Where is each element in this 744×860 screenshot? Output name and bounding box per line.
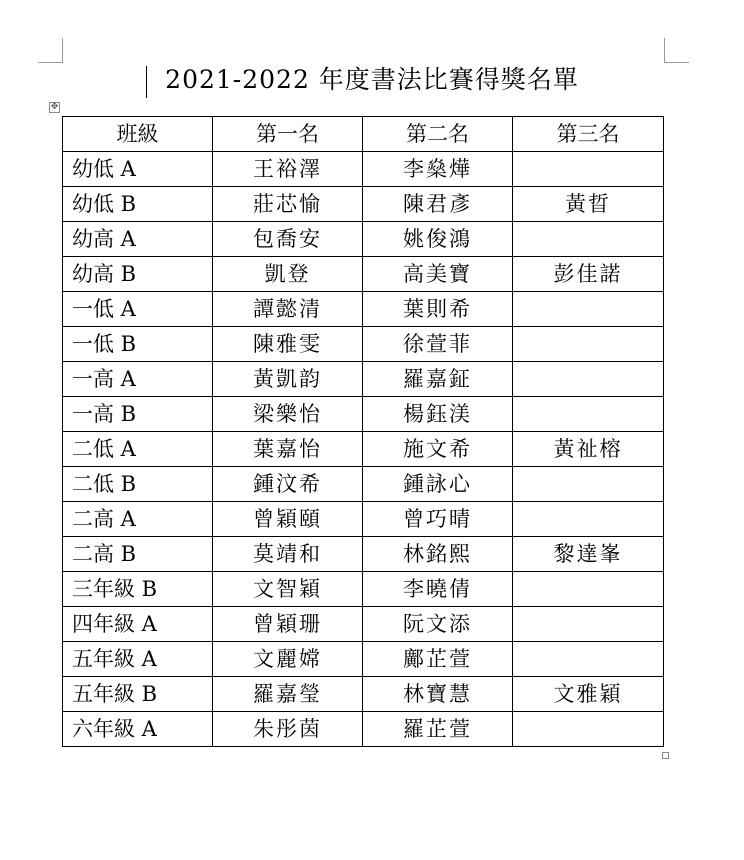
third-place-cell[interactable] [513,362,664,397]
table-row [63,187,664,222]
class-cell[interactable]: 一低 B [63,327,213,362]
class-cell[interactable]: 二高 A [63,502,213,537]
third-place-cell[interactable] [513,607,664,642]
table-row [63,292,664,327]
second-place-cell[interactable]: 曾巧晴 [363,502,513,537]
class-cell[interactable]: 六年級 A [63,712,213,747]
second-place-cell[interactable]: 姚俊鴻 [363,222,513,257]
table-row [63,677,664,712]
margin-corner-mark-top-left [38,38,63,63]
class-cell[interactable]: 三年級 B [63,572,213,607]
first-place-cell[interactable]: 黃凱韵 [213,362,363,397]
second-place-cell[interactable]: 徐萱菲 [363,327,513,362]
header-class[interactable]: 班級 [63,117,213,152]
third-place-cell[interactable] [513,572,664,607]
table-row [63,502,664,537]
first-place-cell[interactable]: 陳雅雯 [213,327,363,362]
first-place-cell[interactable]: 朱彤茵 [213,712,363,747]
first-place-cell[interactable]: 莊芯愉 [213,187,363,222]
table-row [63,712,664,747]
first-place-cell[interactable]: 譚懿清 [213,292,363,327]
second-place-cell[interactable]: 羅芷萱 [363,712,513,747]
third-place-cell[interactable] [513,397,664,432]
class-cell[interactable]: 一高 A [63,362,213,397]
first-place-cell[interactable]: 葉嘉怡 [213,432,363,467]
table-row [63,467,664,502]
class-cell[interactable]: 四年級 A [63,607,213,642]
third-place-cell[interactable] [513,222,664,257]
class-cell[interactable]: 二高 B [63,537,213,572]
table-move-handle-icon[interactable]: ✥ [50,102,59,112]
first-place-cell[interactable]: 王裕澤 [213,152,363,187]
first-place-cell[interactable]: 曾穎頤 [213,502,363,537]
class-cell[interactable]: 幼低 B [63,187,213,222]
third-place-cell[interactable]: 彭佳諾 [513,257,664,292]
table-row [63,257,664,292]
third-place-cell[interactable]: 文雅穎 [513,677,664,712]
first-place-cell[interactable]: 包喬安 [213,222,363,257]
class-cell[interactable]: 幼高 B [63,257,213,292]
third-place-cell[interactable] [513,502,664,537]
table-row [63,572,664,607]
class-cell[interactable]: 二低 B [63,467,213,502]
table-row [63,152,664,187]
table-row [63,642,664,677]
second-place-cell[interactable]: 陳君彥 [363,187,513,222]
table-resize-handle-icon[interactable] [662,752,669,759]
second-place-cell[interactable]: 鍾詠心 [363,467,513,502]
third-place-cell[interactable]: 黃晢 [513,187,664,222]
first-place-cell[interactable]: 凱登 [213,257,363,292]
second-place-cell[interactable]: 羅嘉鉦 [363,362,513,397]
table-row [63,607,664,642]
header-second-place[interactable]: 第二名 [363,117,513,152]
class-cell[interactable]: 幼高 A [63,222,213,257]
second-place-cell[interactable]: 李燊燁 [363,152,513,187]
first-place-cell[interactable]: 曾穎珊 [213,607,363,642]
table-header-row [63,117,664,152]
document-title[interactable]: 2021-2022 年度書法比賽得獎名單 [165,65,579,94]
table-row [63,537,664,572]
first-place-cell[interactable]: 鍾汶希 [213,467,363,502]
second-place-cell[interactable]: 阮文添 [363,607,513,642]
class-cell[interactable]: 五年級 B [63,677,213,712]
second-place-cell[interactable]: 葉則希 [363,292,513,327]
class-cell[interactable]: 幼低 A [63,152,213,187]
third-place-cell[interactable]: 黎達峯 [513,537,664,572]
class-cell[interactable]: 一低 A [63,292,213,327]
table-row [63,432,664,467]
first-place-cell[interactable]: 梁樂怡 [213,397,363,432]
table-row [63,222,664,257]
third-place-cell[interactable] [513,642,664,677]
header-first-place[interactable]: 第一名 [213,117,363,152]
class-cell[interactable]: 二低 A [63,432,213,467]
header-third-place[interactable]: 第三名 [513,117,664,152]
awards-table [62,116,664,747]
third-place-cell[interactable]: 黃祉榕 [513,432,664,467]
third-place-cell[interactable] [513,327,664,362]
second-place-cell[interactable]: 楊鈺渼 [363,397,513,432]
third-place-cell[interactable] [513,712,664,747]
first-place-cell[interactable]: 羅嘉瑩 [213,677,363,712]
text-cursor [146,66,147,98]
first-place-cell[interactable]: 文智穎 [213,572,363,607]
first-place-cell[interactable]: 莫靖和 [213,537,363,572]
third-place-cell[interactable] [513,467,664,502]
second-place-cell[interactable]: 施文希 [363,432,513,467]
third-place-cell[interactable] [513,292,664,327]
second-place-cell[interactable]: 林寶慧 [363,677,513,712]
second-place-cell[interactable]: 高美寶 [363,257,513,292]
class-cell[interactable]: 五年級 A [63,642,213,677]
second-place-cell[interactable]: 李曉倩 [363,572,513,607]
second-place-cell[interactable]: 林銘熙 [363,537,513,572]
third-place-cell[interactable] [513,152,664,187]
table-row [63,362,664,397]
table-row [63,327,664,362]
class-cell[interactable]: 一高 B [63,397,213,432]
margin-corner-mark-top-right [664,38,689,63]
table-row [63,397,664,432]
second-place-cell[interactable]: 鄺芷萱 [363,642,513,677]
first-place-cell[interactable]: 文麗嫦 [213,642,363,677]
